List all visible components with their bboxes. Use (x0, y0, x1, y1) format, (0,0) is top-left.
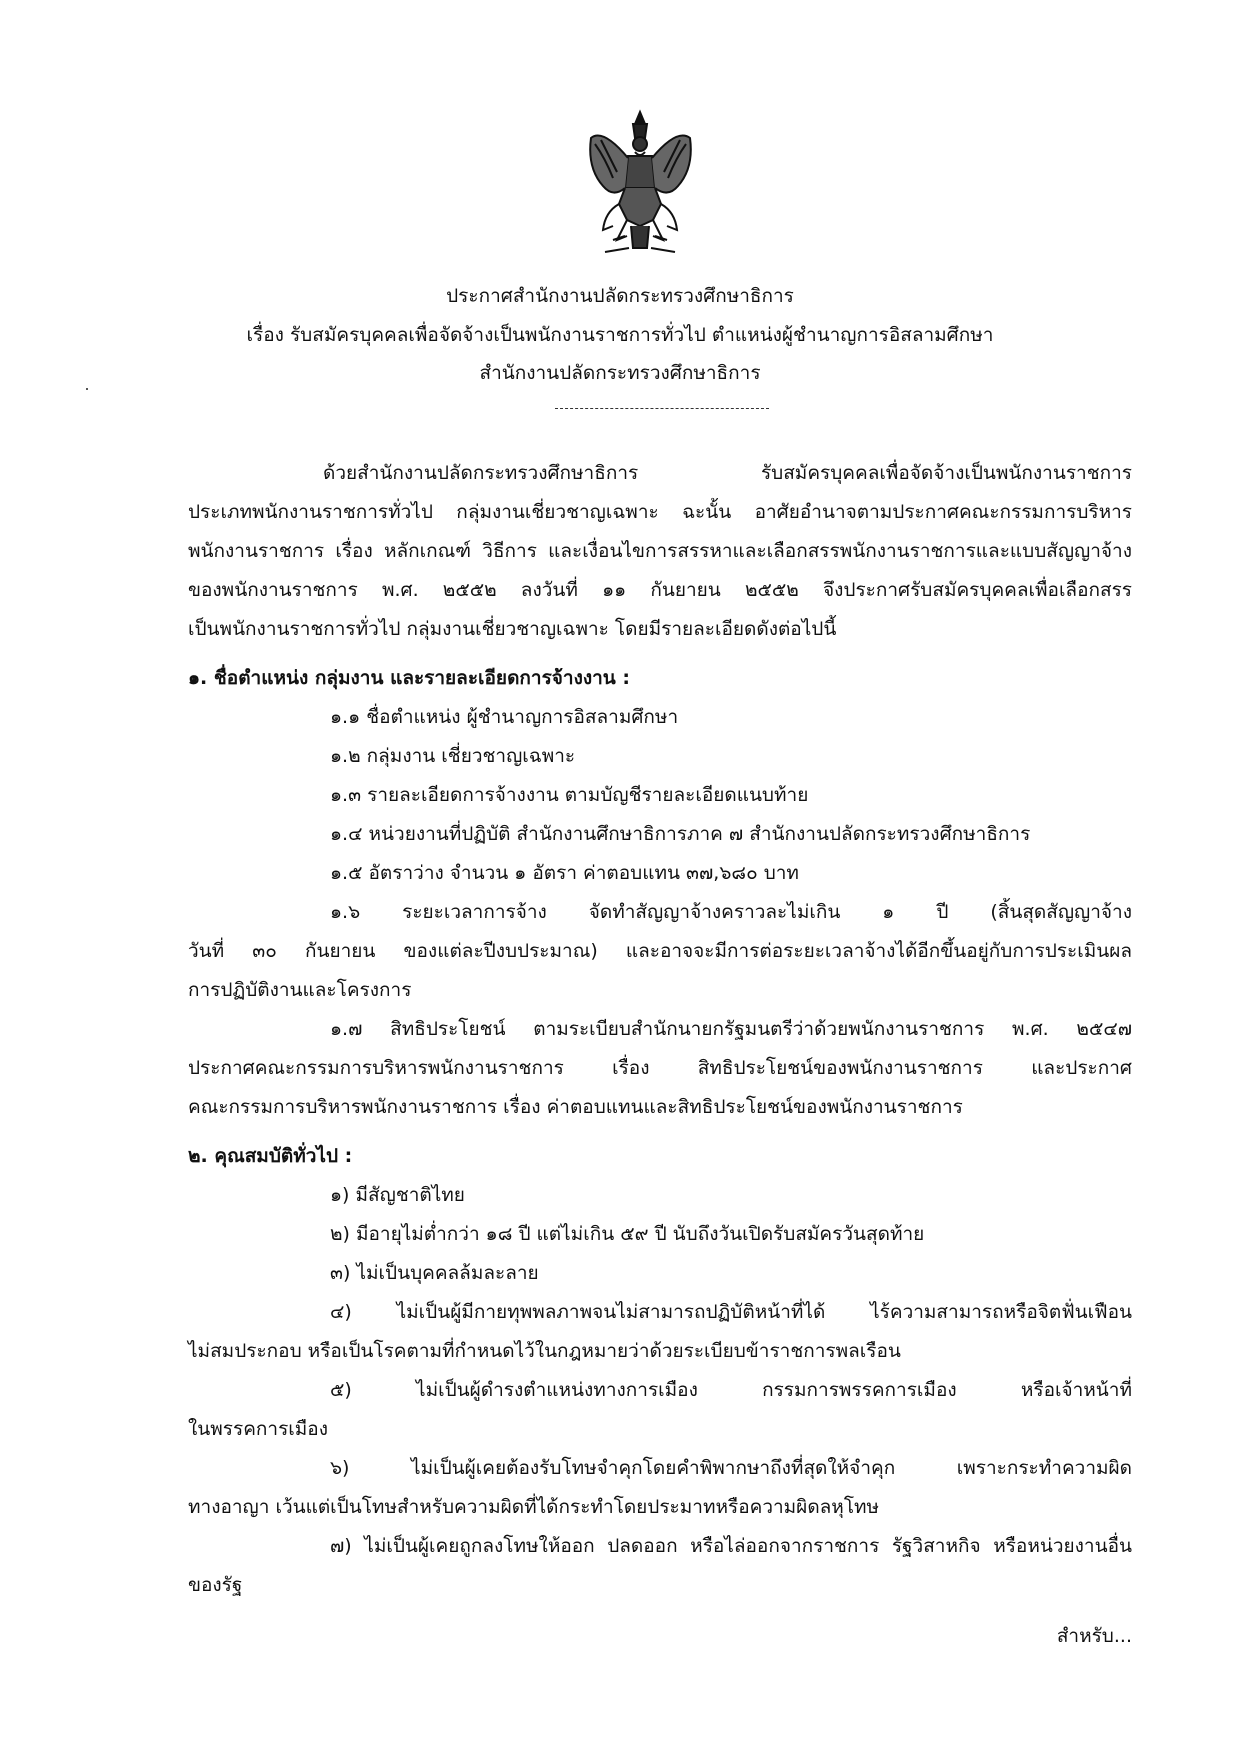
header-divider (555, 408, 769, 409)
section1-heading: ๑. ชื่อตำแหน่ง กลุ่มงาน และรายละเอียดการจ้างงาน : (188, 667, 631, 689)
section2-heading: ๒. คุณสมบัติทั่วไป : (188, 1145, 353, 1167)
intro-line: ด้วยสำนักงานปลัดกระทรวงศึกษาธิการ รับสมัครบุคคลเพื่อจัดจ้างเป็นพนักงานราชการ (323, 462, 1132, 484)
qualification-item: ๓) ไม่เป็นบุคคลล้มละลาย (330, 1262, 539, 1284)
section1-item: ๑.๕ อัตราว่าง จำนวน ๑ อัตรา ค่าตอบแทน ๓๗,๖๘๐ บาท (330, 862, 799, 884)
continued-marker: สำหรับ... (1056, 1625, 1132, 1647)
section1-item: ๑.๓ รายละเอียดการจ้างงาน ตามบัญชีรายละเอียดแนบท้าย (330, 784, 809, 806)
section1-item: ๑.๑ ชื่อตำแหน่ง ผู้ชำนาญการอิสลามศึกษา (330, 706, 679, 728)
section1-item: ๑.๔ หน่วยงานที่ปฏิบัติ สำนักงานศึกษาธิการภาค ๗ สำนักงานปลัดกระทรวงศึกษาธิการ (330, 823, 1031, 845)
qualification-item: ๒) มีอายุไม่ต่ำกว่า ๑๘ ปี แต่ไม่เกิน ๕๙ ปี นับถึงวันเปิดรับสมัครวันสุดท้าย (330, 1223, 925, 1245)
qualification-item-line: ของรัฐ (188, 1574, 243, 1596)
scan-speck (86, 388, 88, 390)
section1-item6-line: วันที่ ๓๐ กันยายน ของแต่ละปีงบประมาณ) และอาจจะมีการต่อระยะเวลาจ้างได้อีกขึ้นอยู่กับการประเมินผล (188, 940, 1132, 962)
section1-item7-line: ประกาศคณะกรรมการบริหารพนักงานราชการ เรื่อง สิทธิประโยชน์ของพนักงานราชการ และประกาศ (188, 1057, 1132, 1079)
qualification-item-line: ในพรรคการเมือง (188, 1418, 328, 1440)
section1-item6-line: ๑.๖ ระยะเวลาการจ้าง จัดทำสัญญาจ้างคราวละไม่เกิน ๑ ปี (สิ้นสุดสัญญาจ้าง (330, 901, 1132, 923)
section1-item6-line: การปฏิบัติงานและโครงการ (188, 979, 412, 1001)
announcement-subject: เรื่อง รับสมัครบุคคลเพื่อจัดจ้างเป็นพนักงานราชการทั่วไป ตำแหน่งผู้ชำนาญการอิสลามศึกษา (246, 324, 994, 346)
intro-line: เป็นพนักงานราชการทั่วไป กลุ่มงานเชี่ยวชาญเฉพาะ โดยมีรายละเอียดดังต่อไปนี้ (188, 618, 837, 640)
qualification-item-line: ๕) ไม่เป็นผู้ดำรงตำแหน่งทางการเมือง กรรมการพรรคการเมือง หรือเจ้าหน้าที่ (330, 1379, 1132, 1401)
issuing-office: สำนักงานปลัดกระทรวงศึกษาธิการ (479, 362, 761, 384)
intro-line: ประเภทพนักงานราชการทั่วไป กลุ่มงานเชี่ยวชาญเฉพาะ ฉะนั้น อาศัยอำนาจตามประกาศคณะกรรมการบริหาร (188, 501, 1132, 523)
announcement-title: ประกาศสำนักงานปลัดกระทรวงศึกษาธิการ (446, 285, 794, 307)
qualification-item-line: ไม่สมประกอบ หรือเป็นโรคตามที่กำหนดไว้ในกฎหมายว่าด้วยระเบียบข้าราชการพลเรือน (188, 1340, 901, 1362)
qualification-item: ๑) มีสัญชาติไทย (330, 1184, 465, 1206)
intro-line: ของพนักงานราชการ พ.ศ. ๒๕๕๒ ลงวันที่ ๑๑ กันยายน ๒๕๕๒ จึงประกาศรับสมัครบุคคลเพื่อเลือกสรร (188, 579, 1132, 601)
qualification-item-line: ๖) ไม่เป็นผู้เคยต้องรับโทษจำคุกโดยคำพิพากษาถึงที่สุดให้จำคุก เพราะกระทำความผิด (330, 1457, 1132, 1479)
garuda-emblem-icon (583, 108, 698, 258)
intro-line: พนักงานราชการ เรื่อง หลักเกณฑ์ วิธีการ และเงื่อนไขการสรรหาและเลือกสรรพนักงานราชการและแบบสัญญาจ้าง (188, 540, 1132, 562)
section1-item7-line: คณะกรรมการบริหารพนักงานราชการ เรื่อง ค่าตอบแทนและสิทธิประโยชน์ของพนักงานราชการ (188, 1096, 963, 1118)
qualification-item-line: ๔) ไม่เป็นผู้มีกายทุพพลภาพจนไม่สามารถปฏิบัติหน้าที่ได้ ไร้ความสามารถหรือจิตฟั่นเฟือน (330, 1301, 1132, 1323)
qualification-item-line: ๗) ไม่เป็นผู้เคยถูกลงโทษให้ออก ปลดออก หรือไล่ออกจากราชการ รัฐวิสาหกิจ หรือหน่วยงานอื่น (330, 1535, 1132, 1557)
qualification-item-line: ทางอาญา เว้นแต่เป็นโทษสำหรับความผิดที่ได้กระทำโดยประมาทหรือความผิดลหุโทษ (188, 1496, 880, 1518)
section1-item: ๑.๒ กลุ่มงาน เชี่ยวชาญเฉพาะ (330, 745, 576, 767)
section1-item7-line: ๑.๗ สิทธิประโยชน์ ตามระเบียบสำนักนายกรัฐมนตรีว่าด้วยพนักงานราชการ พ.ศ. ๒๕๔๗ (330, 1018, 1132, 1040)
